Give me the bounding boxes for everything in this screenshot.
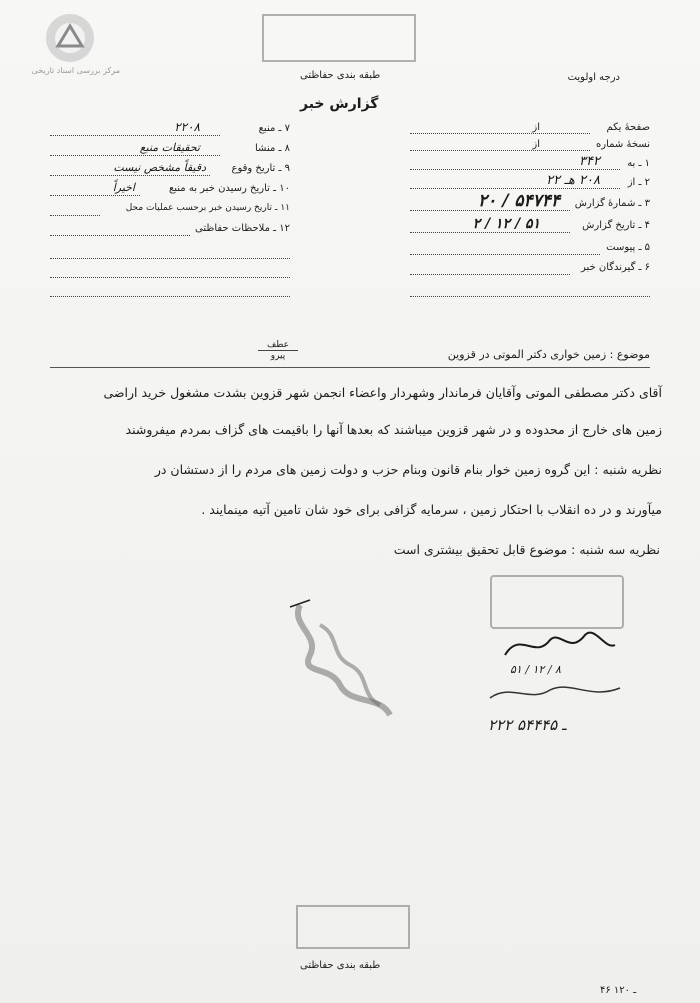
blank-line	[50, 240, 290, 259]
body-line: زمین های خارج از محدوده و در شهر قزوین میباشند که بعدها آنها را باقیمت های گزاف بمردم میفروشند	[125, 422, 662, 437]
field-row	[50, 120, 290, 140]
field-label: ۹ ـ تاریخ وقوع	[231, 163, 290, 174]
field-line	[410, 169, 620, 170]
field-value: ۵۴۷۴۴ / ۲۰	[478, 191, 560, 211]
field-label: ۶ ـ گیرندگان خبر	[580, 262, 650, 273]
field-label: ۵ ـ پیوست	[606, 242, 650, 253]
classification-bottom: طبقه بندی حفاظتی	[300, 960, 381, 971]
priority-label: درجه اولویت	[567, 72, 620, 83]
blank-line	[410, 278, 650, 297]
handwritten-signature-icon	[500, 625, 620, 665]
signature-scribble-icon	[280, 595, 410, 725]
field-row	[50, 160, 290, 180]
subject-line: موضوع : زمین خواری دکتر الموتی در قزوین	[447, 348, 650, 361]
field-value: دقیقاً مشخص نیست	[113, 161, 206, 174]
field-row	[410, 156, 650, 175]
field-value: ۲۰۸ هـ ۲۲	[546, 173, 600, 188]
blank-line	[50, 259, 290, 278]
field-label: نسخهٔ شماره	[596, 139, 650, 150]
field-label: ۲ ـ از	[627, 177, 650, 188]
report-title: گزارش خبر	[300, 96, 379, 112]
field-line	[410, 232, 570, 233]
field-label: ۴ ـ تاریخ گزارش	[582, 220, 650, 231]
classification-top: طبقه بندی حفاظتی	[300, 70, 381, 81]
field-line	[50, 155, 220, 156]
archive-watermark-text: مرکز بررسی اسناد تاریخی	[31, 66, 120, 75]
field-label: ۳ ـ شمارهٔ گزارش	[574, 198, 650, 209]
field-row	[410, 238, 650, 258]
field-value: از	[532, 139, 540, 150]
field-value: تحقیقات منبع	[139, 141, 200, 154]
subject-divider	[50, 367, 650, 368]
field-label: ۱۰ ـ تاریخ رسیدن خبر به منبع	[168, 183, 290, 194]
field-line	[410, 274, 570, 275]
field-label: ۸ ـ منشا	[254, 143, 290, 154]
field-line	[50, 135, 220, 136]
field-value: ۳۴۲	[579, 154, 600, 169]
form-code: ۴۶ ـ ۱۲۰	[600, 985, 637, 996]
field-row	[50, 140, 290, 160]
field-row	[410, 137, 650, 156]
field-label: ۷ ـ منبع	[258, 123, 290, 134]
field-row	[410, 191, 650, 216]
field-line	[410, 133, 590, 134]
registration-stamp	[490, 575, 624, 629]
stamp-date: ۵۱ / ۱۲ / ۸	[510, 663, 561, 676]
left-fields	[50, 120, 290, 297]
body-line: نظریه سه شنبه : موضوع قابل تحقیق بیشتری است	[393, 542, 660, 557]
field-row	[410, 216, 650, 238]
archive-logo-icon	[44, 12, 96, 64]
right-fields	[410, 120, 650, 297]
body-line: آقای دکتر مصطفی الموتی وآقایان فرماندار وشهردار واعضاء انجمن شهر قزوین بشدت مشغول خرید اراضی	[103, 385, 662, 400]
handwritten-note-icon	[485, 678, 625, 708]
field-label: ۱ ـ به	[627, 158, 650, 169]
field-row	[50, 200, 290, 220]
body-line: نظریه شنبه : این گروه زمین خوار بنام قانون وبنام حزب و دولت زمین های مردم را از دستشان در	[154, 462, 662, 477]
field-row	[50, 220, 290, 240]
field-label: ۱۱ ـ تاریخ رسیدن خبر برحسب عملیات محل	[125, 203, 290, 213]
field-value: اخیراً	[112, 181, 135, 194]
field-line	[50, 175, 210, 176]
followup-label: پیرو	[270, 351, 286, 361]
field-line	[50, 235, 190, 236]
bottom-stamp	[296, 905, 410, 949]
top-stamp	[262, 14, 416, 62]
field-line	[50, 215, 100, 216]
field-value: ۵۱ / ۱۲ / ۲	[472, 216, 540, 232]
field-row	[50, 180, 290, 200]
field-row	[410, 258, 650, 278]
field-label: صفحهٔ یکم	[606, 122, 650, 133]
field-value: ۲۲۰۸	[174, 120, 200, 134]
blank-line	[50, 278, 290, 297]
field-row	[410, 120, 650, 137]
field-line	[410, 188, 620, 189]
reference-note	[258, 340, 298, 361]
field-line	[410, 150, 590, 151]
field-line	[50, 195, 140, 196]
body-line: میآورند و در ده انقلاب با احتکار زمین ، سرمایه گزافی برای خود شان تامین آتیه مینمایند .	[201, 502, 662, 517]
reference-label: عطف	[258, 340, 298, 351]
field-label: ۱۲ ـ ملاحظات حفاظتی	[195, 223, 290, 234]
field-line	[410, 254, 600, 255]
stamp-number: ۲۲۲ ـ ۵۴۴۴۵	[488, 716, 567, 734]
field-value: از	[532, 122, 540, 133]
